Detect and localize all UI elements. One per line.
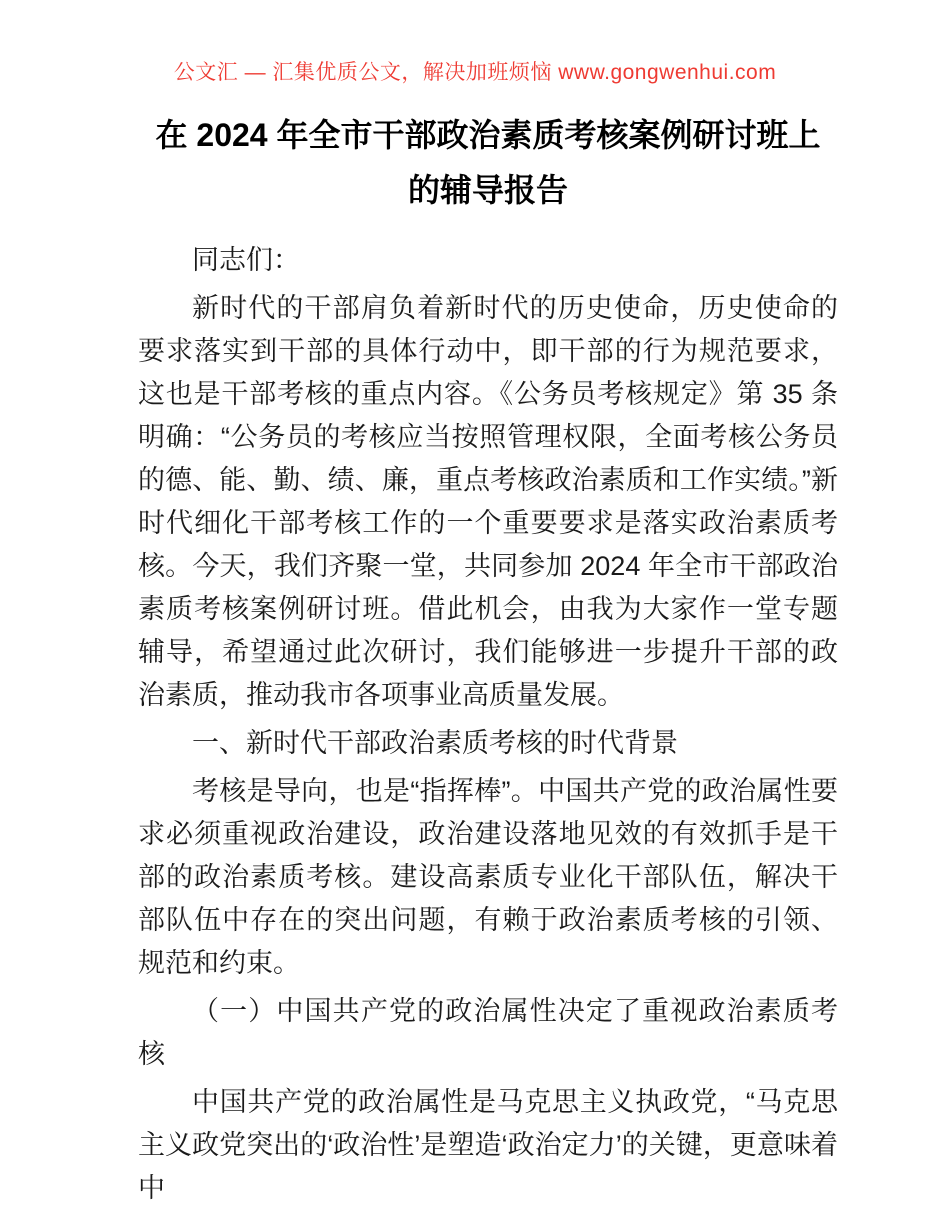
body-paragraph-intro: 新时代的干部肩负着新时代的历史使命，历史使命的要求落实到干部的具体行动中，即干部的行为规范要求，这也是干部考核的重点内容。《公务员考核规定》第 35 条明确：“公务员的考核应当按照管理权限，全面考核公务员的德、能、勤、绩、廉，重点考核政治素质和工作实绩。”新时代细化干部考核工作的一个重要要求是落实政治素质考核。今天，我们齐聚一堂，共同参加 2024 年全市干部政治素质考核案例研讨班。借此机会，由我为大家作一堂专题辅导，希望通过此次研讨，我们能够进一步提升干部的政治素质，推动我市各项事业高质量发展。 xyxy=(138,293,838,711)
site-watermark-text: 公文汇 — 汇集优质公文，解决加班烦恼 www.gongwenhui.com xyxy=(173,61,777,84)
salutation-paragraph: 同志们： xyxy=(192,245,300,276)
site-watermark-banner xyxy=(0,0,950,86)
body-paragraph-truncated: 中国共产党的政治属性是马克思主义执政党，“马克思主义政党突出的‘政治性’是塑造‘政治定力’的关键，更意味着中 xyxy=(138,1087,838,1204)
body-paragraph-assessment: 考核是导向，也是“指挥棒”。中国共产党的政治属性要求必须重视政治建设，政治建设落地见效的有效抓手是干部的政治素质考核。建设高素质专业化干部队伍，解决干部队伍中存在的突出问题，有赖于政治素质考核的引领、规范和约束。 xyxy=(138,776,838,979)
document-page xyxy=(138,108,838,1210)
document-title-line-2: 的辅导报告 xyxy=(407,172,568,208)
section-heading-1: 一、新时代干部政治素质考核的时代背景 xyxy=(192,728,678,759)
section-heading-1-1: （一）中国共产党的政治属性决定了重视政治素质考核 xyxy=(138,996,838,1070)
document-title-line-1: 在 2024 年全市干部政治素质考核案例研讨班上 xyxy=(155,117,821,153)
document-title xyxy=(138,108,838,218)
